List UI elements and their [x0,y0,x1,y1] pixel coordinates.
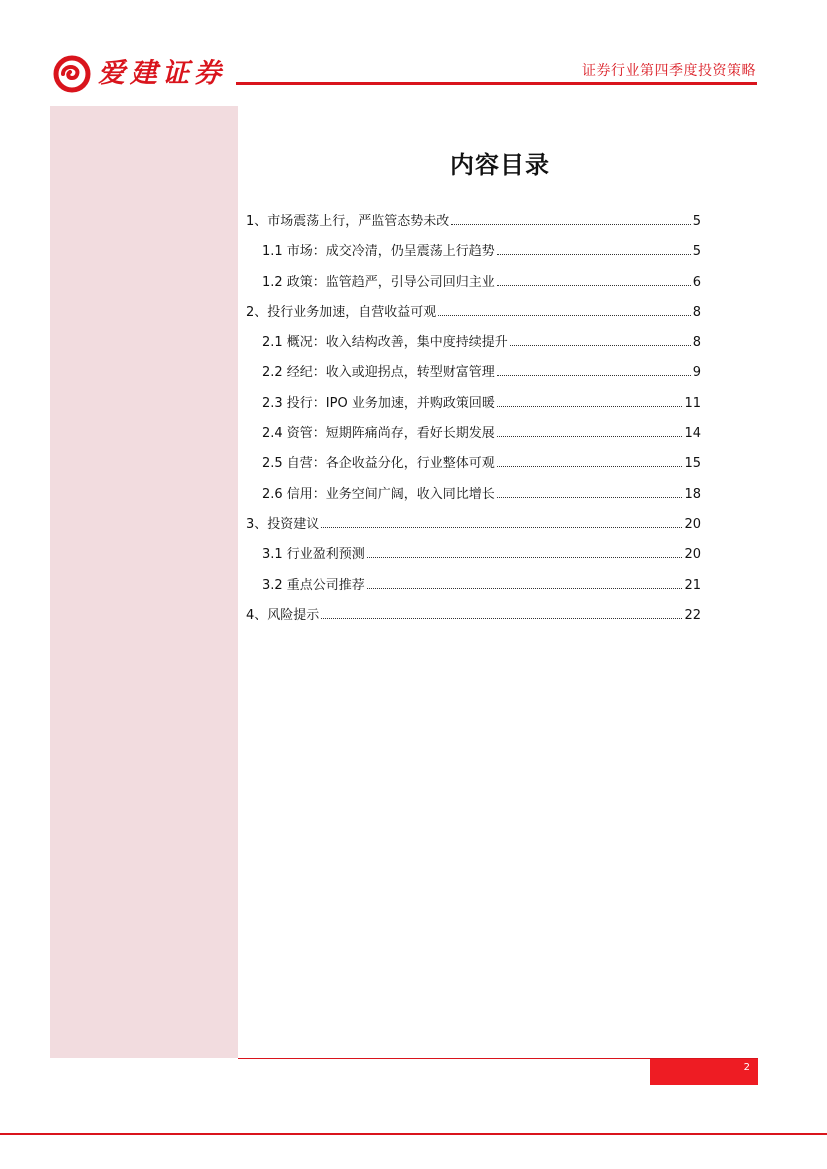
toc-entry-page: 14 [684,426,701,442]
toc-entry[interactable] [246,545,701,575]
toc-dot-leader [367,545,683,558]
toc-dot-leader [510,333,691,346]
toc-entry[interactable] [246,333,701,363]
toc-entry[interactable] [246,576,701,606]
toc-entry-label: 1.2 政策：监管趋严，引导公司回归主业 [262,274,495,290]
toc-entry-label: 1、市场震荡上行，严监管态势未改 [246,214,450,229]
toc-dot-leader [497,485,683,498]
toc-entry-page: 6 [692,274,701,290]
brand-logo [52,54,226,94]
toc-entry-page: 18 [684,486,701,502]
toc-entry[interactable] [246,485,701,515]
toc-dot-leader [321,515,682,528]
toc-entry[interactable] [246,606,701,636]
toc-entry-label: 2.3 投行：IPO 业务加速，并购政策回暖 [262,395,495,411]
toc-entry-label: 4、风险提示 [246,607,320,623]
toc-entry-page: 9 [692,365,701,381]
bottom-divider [0,1133,827,1135]
toc-entry-page: 21 [684,577,701,593]
toc-entry[interactable] [246,515,701,545]
toc-entry-label: 2.5 自营：各企收益分化，行业整体可观 [262,456,495,472]
toc-entry-page: 8 [692,304,701,320]
toc-dot-leader [497,394,683,407]
toc-dot-leader [497,242,691,255]
toc-dot-leader [497,273,691,286]
brand-logo-icon [52,54,92,94]
toc-dot-leader [321,606,682,619]
toc-list [246,212,701,636]
toc-entry-page: 20 [684,547,701,563]
toc-entry[interactable] [246,394,701,424]
toc-entry[interactable] [246,242,701,272]
toc-entry-label: 1.1 市场：成交冷清，仍呈震荡上行趋势 [262,244,495,260]
toc-title: 内容目录 [450,151,550,179]
toc-dot-leader [451,212,690,225]
toc-entry-label: 3.1 行业盈利预测 [262,547,365,563]
toc-entry-label: 2.2 经纪：收入或迎拐点，转型财富管理 [262,365,495,381]
toc-entry-page: 15 [684,456,701,472]
page-number-box [650,1059,758,1085]
toc-entry-label: 2.4 资管：短期阵痛尚存，看好长期发展 [262,426,495,442]
toc-entry-page: 5 [692,244,701,260]
page-number: 2 [743,1062,750,1073]
toc-dot-leader [497,424,683,437]
toc-entry-page: 8 [692,335,701,351]
toc-entry[interactable] [246,273,701,303]
toc-dot-leader [367,576,683,589]
toc-entry-label: 2.1 概况：收入结构改善，集中度持续提升 [262,335,508,351]
toc-entry[interactable] [246,424,701,454]
page-header [0,0,827,90]
toc-entry[interactable] [246,303,701,333]
brand-name: 爱建证券 [98,58,226,89]
toc-entry-label: 2.6 信用：业务空间广阔，收入同比增长 [262,486,495,502]
report-title: 证券行业第四季度投资策略 [582,63,756,79]
toc-entry-page: 11 [684,395,701,411]
toc-entry[interactable] [246,363,701,393]
sidebar-panel [50,106,238,1058]
toc-dot-leader [438,303,690,316]
toc-entry-label: 3.2 重点公司推荐 [262,577,365,593]
toc-entry-label: 2、投行业务加速，自营收益可观 [246,304,437,320]
toc-entry[interactable] [246,212,701,242]
header-divider [236,82,757,85]
toc-entry-page: 22 [684,607,701,623]
toc-entry-page: 5 [692,214,701,229]
toc-dot-leader [497,454,683,467]
toc-entry[interactable] [246,454,701,484]
toc-dot-leader [497,363,691,376]
toc-entry-page: 20 [684,516,701,532]
toc-entry-label: 3、投资建议 [246,516,320,532]
